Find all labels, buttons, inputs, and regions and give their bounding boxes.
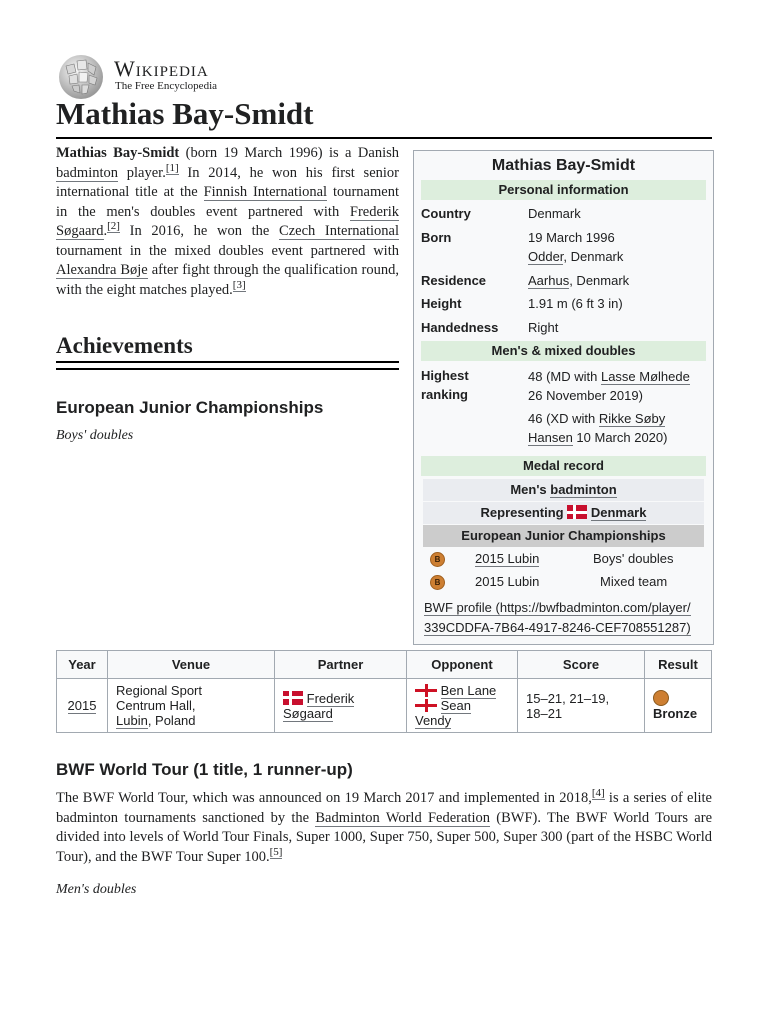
medal-discipline: Mixed team (600, 574, 668, 589)
infobox-value-country: Denmark (528, 206, 581, 221)
lead-text: player. (118, 164, 166, 181)
venue-line: Regional Sport (116, 683, 202, 698)
ranking-xd-text: 46 (XD with (528, 411, 599, 426)
cell-partner (275, 679, 407, 733)
bwf-profile-link-2[interactable]: 339CDDFA-7B64-4917-8246-CEF708551287) (424, 620, 691, 635)
lead-paragraph (56, 144, 399, 300)
link-rikke-soby-hansen-2[interactable]: Hansen (528, 430, 573, 445)
infobox-band-personal: Personal information (421, 180, 706, 200)
infobox (413, 150, 714, 645)
ranking-label-line1: Highest (421, 368, 469, 383)
medal-row-2 (423, 571, 704, 594)
bwf-text: The BWF World Tour, which was announced on 19 March 2017 and implemented in 2018, (56, 790, 592, 806)
infobox-band-doubles: Men's & mixed doubles (421, 341, 706, 361)
reference-3[interactable]: [3] (232, 278, 246, 291)
bwf-profile-link-wrap (424, 598, 709, 638)
lead-text: after fight through the qualification round, with the eight matches played. (56, 262, 399, 298)
ranking-md-date: 26 November 2019) (528, 388, 643, 403)
score-line: 18–21 (526, 705, 563, 721)
link-czech-international[interactable]: Czech International (279, 223, 400, 239)
infobox-label-born: Born (421, 230, 452, 245)
denmark-flag-icon (283, 691, 303, 705)
reference-1[interactable]: [1] (165, 161, 179, 174)
ranking-xd (528, 409, 706, 428)
lead-text: tournament in the mixed doubles event partnered with (56, 242, 399, 259)
partner-line1 (283, 691, 398, 706)
link-odder[interactable]: Odder (528, 249, 564, 264)
representing-text: Representing (480, 505, 568, 520)
medal-discipline: Boys' doubles (593, 551, 674, 566)
wikipedia-globe-logo[interactable] (56, 52, 106, 102)
ranking-md-text: 48 (MD with (528, 369, 601, 384)
infobox-label-height: Height (421, 296, 462, 311)
col-header-result: Result (645, 651, 712, 679)
link-badminton[interactable]: badminton (56, 164, 119, 181)
site-wordmark[interactable]: Wikipedia (114, 56, 209, 81)
link-denmark[interactable]: Denmark (590, 505, 647, 520)
bwf-profile-link[interactable]: BWF profile (https://bwfbadminton.com/player/ (424, 600, 691, 615)
cell-result (645, 679, 712, 733)
bwf-paragraph (56, 789, 712, 867)
col-header-score: Score (518, 651, 645, 679)
medal-sport-row (423, 479, 704, 501)
title-divider (56, 137, 712, 139)
infobox-value-handedness: Right (528, 320, 559, 335)
venue-city (116, 713, 266, 728)
result-text: Bronze (653, 706, 698, 721)
opponent-line1 (415, 683, 509, 698)
partner-line2 (283, 706, 398, 721)
link-ben-lane[interactable]: Ben Lane (440, 683, 497, 698)
score-line: 15–21, 21–19, (526, 690, 610, 706)
opponent-line3 (415, 713, 509, 728)
venue-line: Centrum Hall, (116, 698, 196, 713)
cell-opponent (407, 679, 518, 733)
ranking-label-line2: ranking (421, 387, 468, 402)
section-heading-achievements: Achievements (56, 333, 193, 358)
col-header-year: Year (57, 651, 108, 679)
infobox-label-country: Country (421, 206, 471, 221)
infobox-label-ranking (421, 366, 469, 404)
infobox-band-medal-record: Medal record (421, 456, 706, 476)
residence-rest: , Denmark (569, 273, 630, 288)
bwf-text: is a series of elite badminton tournaments sanctioned by the (56, 790, 712, 826)
section-divider (56, 368, 399, 370)
medal-row-1 (423, 548, 704, 571)
link-sogaard[interactable]: Søgaard (283, 705, 333, 721)
ranking-md (528, 367, 706, 386)
lead-subject-name: Mathias Bay-Smidt (56, 145, 180, 161)
section-divider (56, 361, 399, 363)
born-date: 19 March 1996 (528, 230, 615, 245)
medal-representing-row (423, 502, 704, 524)
lead-text: . (103, 223, 108, 239)
england-flag-icon (415, 699, 437, 712)
infobox-value-ranking (528, 367, 706, 447)
link-frederik-sogaard[interactable]: Frederik Søgaard (56, 203, 399, 239)
link-finnish-international[interactable]: Finnish International (203, 184, 328, 200)
venue-country: , Poland (147, 713, 196, 728)
infobox-value-height: 1.91 m (6 ft 3 in) (528, 296, 623, 311)
table-header-row (57, 651, 712, 679)
table-caption-mens-doubles: Men's doubles (56, 882, 137, 897)
reference-2[interactable]: [2] (107, 220, 120, 233)
bronze-medal-icon: B (430, 575, 445, 590)
ranking-xd-line2 (528, 428, 706, 447)
infobox-label-handedness: Handedness (421, 320, 499, 335)
link-badminton-sport[interactable]: badminton (550, 482, 617, 497)
link-aarhus[interactable]: Aarhus (528, 273, 570, 288)
subsection-heading-bwf-world-tour: BWF World Tour (1 title, 1 runner-up) (56, 760, 353, 779)
medal-competition-row: European Junior Championships (423, 525, 704, 547)
lead-text: In 2016, he won the (119, 223, 280, 239)
reference-5[interactable]: [5] (269, 845, 283, 858)
link-sean[interactable]: Sean (440, 698, 471, 713)
link-rikke-soby-hansen[interactable]: Rikke Søby (598, 411, 666, 426)
ranking-xd-date: 10 March 2020) (572, 430, 668, 445)
infobox-title: Mathias Bay-Smidt (491, 157, 636, 174)
cell-score (518, 679, 645, 733)
link-lubin[interactable]: Lubin (116, 713, 148, 728)
medal-event: 2015 Lubin (475, 574, 540, 589)
lead-text: In 2014, he won his first senior international title at the (56, 164, 399, 200)
england-flag-icon (415, 684, 437, 697)
infobox-value-residence (528, 271, 706, 290)
subsection-heading-european-junior: European Junior Championships (56, 398, 324, 417)
link-year-2015[interactable]: 2015 (67, 698, 97, 713)
opponent-line2 (415, 698, 509, 713)
denmark-flag-icon (567, 505, 587, 519)
bronze-medal-icon (653, 690, 669, 706)
born-place (528, 247, 706, 266)
col-header-venue: Venue (108, 651, 275, 679)
cell-year (57, 679, 108, 733)
site-tagline: The Free Encyclopedia (115, 80, 218, 92)
lead-text: (born 19 March 1996) is a Danish (179, 145, 399, 161)
table-caption-boys-doubles: Boys' doubles (56, 428, 134, 443)
link-vendy[interactable]: Vendy (415, 713, 452, 728)
link-2015-lubin[interactable]: 2015 Lubin (475, 551, 540, 566)
bwf-text: (BWF). The BWF World Tours are divided into levels of World Tour Finals, Super 1000, Super 750, Super 500, Super 300 (part of the HSBC World Tour), and the BWF Tour Super 100. (56, 809, 713, 865)
sport-text: Men's (510, 482, 551, 497)
col-header-opponent: Opponent (407, 651, 518, 679)
table-row (57, 679, 712, 733)
results-table (56, 650, 712, 733)
page-title: Mathias Bay-Smidt (56, 96, 314, 131)
infobox-value-born (528, 228, 706, 266)
col-header-partner: Partner (275, 651, 407, 679)
link-lasse-molhede[interactable]: Lasse Mølhede (600, 369, 690, 384)
link-alexandra-boje[interactable]: Alexandra Bøje (56, 262, 148, 278)
reference-4[interactable]: [4] (591, 787, 605, 800)
cell-venue (108, 679, 275, 733)
link-badminton-world-federation[interactable]: Badminton World Federation (315, 809, 491, 826)
infobox-label-residence: Residence (421, 273, 487, 288)
link-frederik[interactable]: Frederik (306, 690, 355, 706)
lead-text: tournament in the men's doubles event partnered with (56, 184, 399, 220)
bronze-medal-icon: B (430, 552, 445, 567)
born-place-rest: , Denmark (563, 249, 624, 264)
